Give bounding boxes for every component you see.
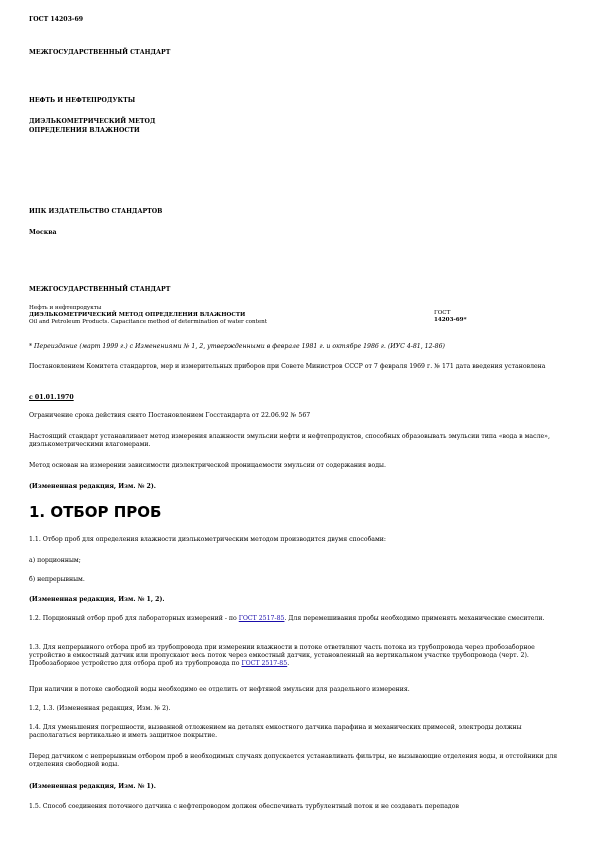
- document-code: ГОСТ 14203-69: [29, 16, 84, 23]
- title-block-right: [434, 310, 504, 324]
- list-item-b: б) непрерывным.: [29, 576, 85, 583]
- paragraph-1-1: 1.1. Отбор проб для определения влажности диэлькометрическим методом производится двумя способами:: [29, 536, 387, 543]
- filters-paragraph: Перед датчиком с непрерывным отбором проб в необходимых случаях допускается устанавливать фильтры, не вызывающие отделения воды, и отстойники для отделения свободной воды.: [29, 753, 558, 769]
- gost-2517-link[interactable]: ГОСТ 2517-85: [238, 615, 285, 622]
- paragraph-1-4: 1.4. Для уменьшения погрешности, вызванной отложением на деталях емкостного датчика парафина и механических примесей, электроды должны располагаться вертикально и иметь защитное покрытие.: [29, 724, 522, 740]
- title-block-left: [29, 305, 409, 326]
- method-title-line-2: ОПРЕДЕЛЕНИЯ ВЛАЖНОСТИ: [29, 127, 140, 134]
- paragraph-1-3-text: 1.3. Для непрерывного отбора проб из трубопровода при измерении влажности в потоке ответвляют часть потока из трубопровода через пробозаборное устройство в емкостный датчик или пропускают весь поток через емкостный датчик, установленный на вертикальном участке трубопровода (черт. 2). Пробозаборное устройство для отбора проб из трубопровода по: [29, 644, 535, 668]
- title-block-en-title: Oil and Petroleum Products. Capacitance method of determination of water content: [29, 318, 267, 325]
- paragraph-1-2-text: 1.2. Порционный отбор проб для лабораторных измерений - по: [29, 615, 239, 622]
- paragraph-1-5: 1.5. Способ соединения поточного датчика с нефтепроводом должен обеспечивать турбулентный поток и не создавать перепадов: [29, 803, 459, 810]
- interstate-standard-heading-2: МЕЖГОСУДАРСТВЕННЫЙ СТАНДАРТ: [29, 286, 171, 293]
- paragraph-1-3: [29, 644, 569, 668]
- method-title-line-1: ДИЭЛЬКОМЕТРИЧЕСКИЙ МЕТОД: [29, 118, 156, 125]
- paragraph-1-2: [29, 615, 569, 623]
- amendment-note: 1.2, 1.3. (Измененная редакция, Изм. № 2).: [29, 705, 171, 712]
- effective-date: с 01.01.1970: [29, 394, 74, 401]
- amendment-note: (Измененная редакция, Изм. № 1).: [29, 783, 156, 790]
- publisher: ИПК ИЗДАТЕЛЬСТВО СТАНДАРТОВ: [29, 208, 163, 215]
- title-block-ru-title: ДИЭЛЬКОМЕТРИЧЕСКИЙ МЕТОД ОПРЕДЕЛЕНИЯ ВЛАЖНОСТИ: [29, 311, 246, 318]
- subject-title: НЕФТЬ И НЕФТЕПРОДУКТЫ: [29, 97, 136, 104]
- principle-paragraph: Метод основан на измерении зависимости диэлектрической проницаемости эмульсии от содержания воды.: [29, 462, 386, 469]
- paragraph-1-3-text-end: .: [287, 660, 290, 668]
- interstate-standard-heading: МЕЖГОСУДАРСТВЕННЫЙ СТАНДАРТ: [29, 49, 171, 56]
- amendment-note: (Измененная редакция, Изм. № 2).: [29, 483, 156, 490]
- section-title: 1. ОТБОР ПРОБ: [29, 503, 162, 521]
- gost-label: ГОСТ: [434, 310, 451, 316]
- title-block-ru-small: Нефть и нефтепродукты: [29, 305, 102, 311]
- scope-paragraph: Настоящий стандарт устанавливает метод измерения влажности эмульсии нефти и нефтепродуктов, способных образовывать эмульсии типа «вода в масле», диэлькометрическими влагомерами.: [29, 433, 550, 449]
- limit-removed-paragraph: Ограничение срока действия снято Постановлением Госстандарта от 22.06.92 № 567: [29, 412, 311, 419]
- reissue-note: * Переиздание (март 1999 г.) с Изменениями № 1, 2, утвержденными в феврале 1981 г. и октябре 1986 г. (ИУС 4-81, 12-86): [29, 343, 445, 350]
- gost-number: 14203-69*: [434, 316, 467, 323]
- paragraph-1-2-text-end: . Для перемешивания пробы необходимо применять механические смесители.: [284, 615, 545, 622]
- list-item-a: а) порционным;: [29, 557, 81, 564]
- amendment-note: (Измененная редакция, Изм. № 1, 2).: [29, 596, 165, 603]
- city: Москва: [29, 229, 57, 236]
- free-water-paragraph: При наличии в потоке свободной воды необходимо ее отделить от нефтяной эмульсии для раздельного измерения.: [29, 686, 410, 693]
- gost-2517-link[interactable]: ГОСТ 2517-85: [241, 660, 288, 668]
- approval-paragraph: Постановлением Комитета стандартов, мер и измерительных приборов при Совете Министров СССР от 7 февраля 1969 г. № 171 дата введения установлена: [29, 363, 546, 370]
